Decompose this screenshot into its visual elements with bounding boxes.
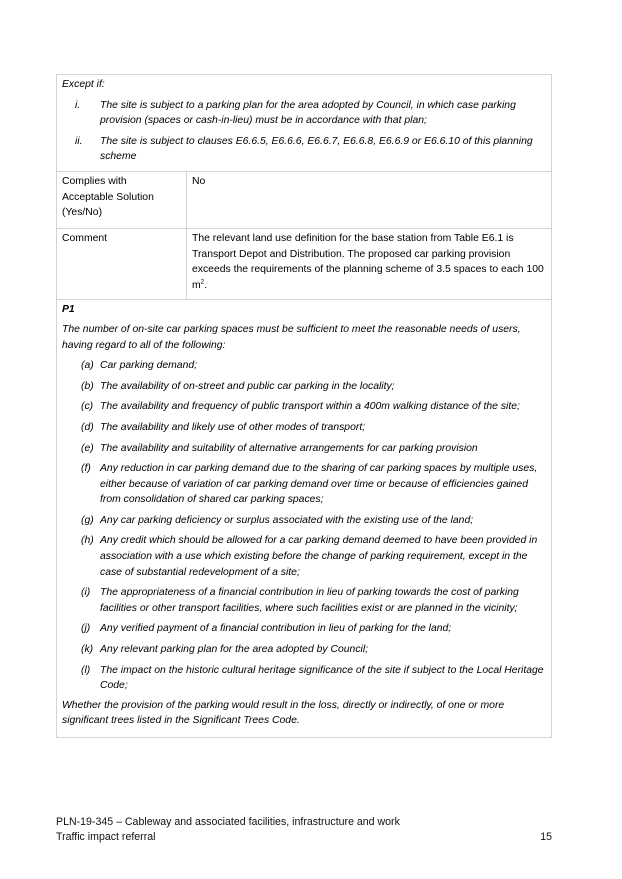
p1-item-text: The availability and suitability of alternative arrangements for car parking provision <box>100 442 478 454</box>
except-row <box>57 75 552 172</box>
p1-item-number: (g) <box>81 514 94 526</box>
planning-assessment-table <box>56 74 552 738</box>
except-item-text: The site is subject to a parking plan for the area adopted by Council, in which case parking provision (spaces or cash-in-lieu) must be in accordance with that plan; <box>100 99 516 127</box>
except-item-number: i. <box>75 99 81 111</box>
p1-row <box>57 300 552 738</box>
p1-item-number: (d) <box>81 421 94 433</box>
except-cell <box>57 75 552 172</box>
except-heading: Except if: <box>62 79 105 90</box>
except-item-number: ii. <box>75 135 83 147</box>
p1-list-item <box>62 461 545 508</box>
page-footer <box>56 815 552 845</box>
comment-text-end: . <box>204 279 208 291</box>
p1-item-number: (b) <box>81 380 94 392</box>
p1-item-number: (i) <box>81 587 91 599</box>
p1-item-number: (e) <box>81 442 94 454</box>
page-number: 15 <box>540 831 552 843</box>
p1-heading: P1 <box>62 304 75 316</box>
except-item <box>62 98 545 129</box>
p1-item-text: The impact on the historic cultural heritage significance of the site if subject to the Local Heritage Code; <box>100 664 544 692</box>
p1-item-number: (h) <box>81 535 94 547</box>
p1-closing: Whether the provision of the parking would result in the loss, directly or indirectly, of one or more significant trees listed in the Significant Trees Code. <box>62 699 505 727</box>
p1-item-number: (k) <box>81 644 94 656</box>
p1-item-text: The availability and frequency of public transport within a 400m walking distance of the site; <box>100 401 520 413</box>
p1-list-item <box>62 441 545 457</box>
p1-item-number: (a) <box>81 360 94 372</box>
p1-item-text: Any credit which should be allowed for a car parking demand deemed to have been provided in association with a use which existing before the change of parking requirement, except in the case of substantial redevelopment of a site; <box>100 535 538 578</box>
except-item <box>62 134 545 165</box>
p1-list-item <box>62 585 545 616</box>
p1-list-item <box>62 358 545 374</box>
p1-cell <box>57 300 552 738</box>
p1-list-item <box>62 533 545 580</box>
complies-row <box>57 171 552 228</box>
comment-row <box>57 228 552 299</box>
p1-item-number: (j) <box>81 623 91 635</box>
p1-item-text: Any verified payment of a financial contribution in lieu of parking for the land; <box>100 623 452 635</box>
p1-item-text: The appropriateness of a financial contribution in lieu of parking towards the cost of parking facilities or other transport facilities, where such facilities exist or are planned in the vicinity; <box>100 587 519 614</box>
p1-list-item <box>62 399 545 415</box>
except-item-text: The site is subject to clauses E6.6.5, E6.6.6, E6.6.7, E6.6.8, E6.6.9 or E6.6.10 of this planning scheme <box>100 135 533 163</box>
p1-list-item <box>62 642 545 658</box>
p1-list-item <box>62 379 545 395</box>
p1-intro: The number of on-site car parking spaces must be sufficient to meet the reasonable needs of users, having regard to all of the following: <box>62 323 521 351</box>
p1-list-item <box>62 420 545 436</box>
comment-superscript: 2 <box>200 278 205 286</box>
p1-list-item <box>62 663 545 694</box>
footer-subtitle: Traffic impact referral <box>56 831 156 843</box>
complies-label: Complies with Acceptable Solution (Yes/No) <box>57 171 187 228</box>
p1-item-text: Any reduction in car parking demand due to the sharing of car parking spaces by multiple uses, either because of variation of car parking demand over time or because of efficiencies gained from consolidation of shared car parking spaces; <box>100 463 538 506</box>
footer-title: PLN-19-345 – Cableway and associated facilities, infrastructure and work <box>56 816 400 828</box>
p1-list-item <box>62 513 545 529</box>
complies-value: No <box>187 171 552 228</box>
p1-item-text: Any relevant parking plan for the area adopted by Council; <box>100 644 369 656</box>
p1-item-text: Any car parking deficiency or surplus associated with the existing use of the land; <box>100 514 474 526</box>
comment-text-main: The relevant land use definition for the base station from Table E6.1 is Transport Depot and Distribution. The proposed car parking provision exceeds the requirements of the planning scheme of 3.5 spaces to each 100 m <box>192 232 544 291</box>
footer-second-line <box>56 830 552 845</box>
p1-item-text: The availability and likely use of other modes of transport; <box>100 421 366 433</box>
p1-item-number: (l) <box>81 664 91 676</box>
comment-text <box>187 228 552 299</box>
p1-item-number: (c) <box>81 401 94 413</box>
comment-label: Comment <box>57 228 187 299</box>
p1-item-text: Car parking demand; <box>100 360 198 372</box>
p1-item-text: The availability of on-street and public car parking in the locality; <box>100 380 395 392</box>
p1-item-number: (f) <box>81 463 91 475</box>
p1-list-item <box>62 621 545 637</box>
